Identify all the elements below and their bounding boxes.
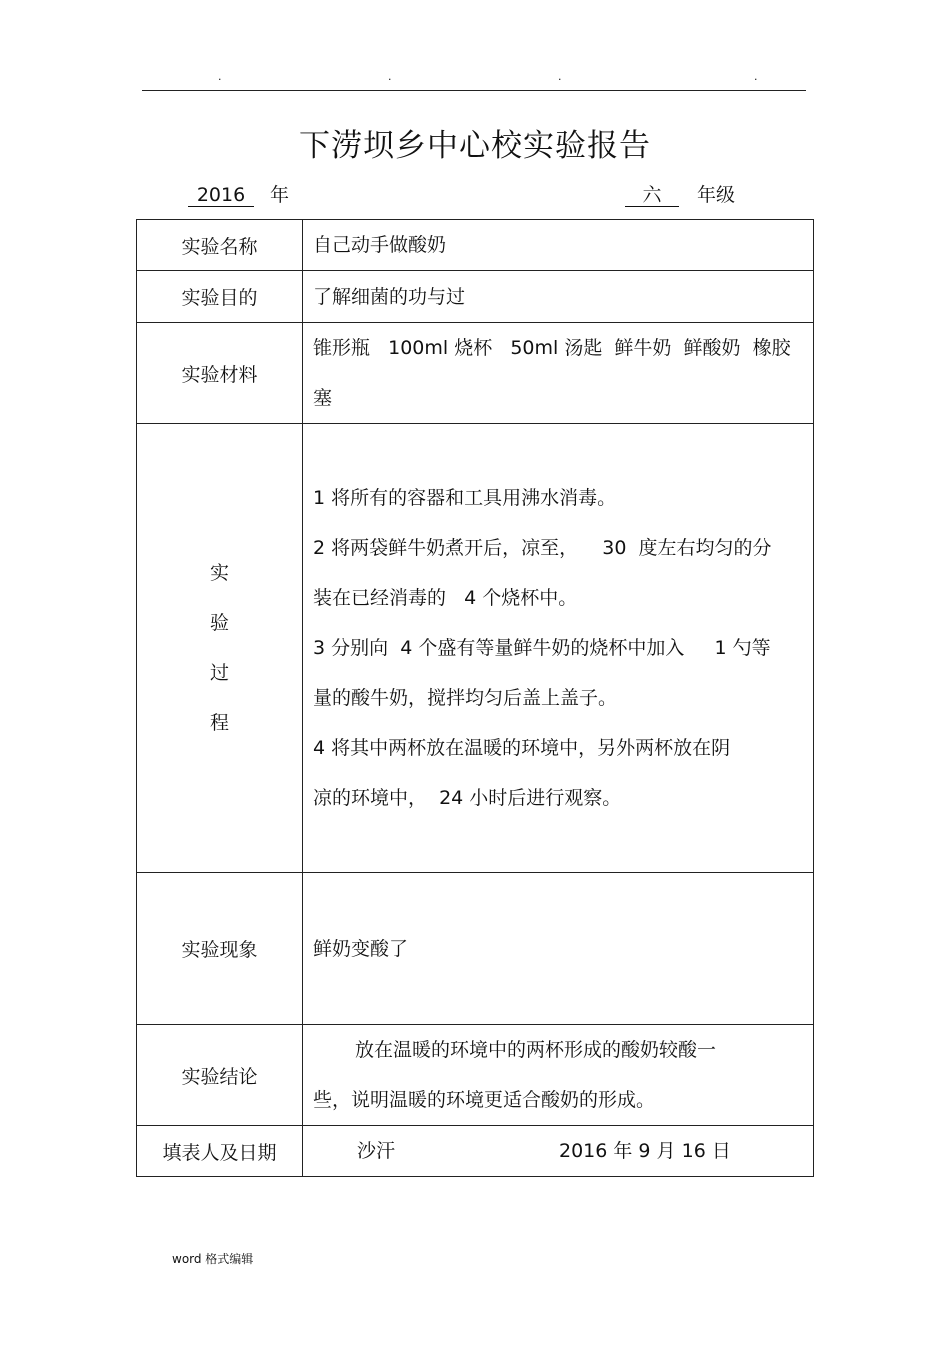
conclusion-value (303, 1025, 814, 1126)
process-line: 3 分别向 4 个盛有等量鲜牛奶的烧杯中加入 1 勺等 (313, 637, 771, 659)
report-table (136, 219, 814, 1177)
name-label: 实验名称 (137, 220, 303, 271)
process-line: 2 将两袋鲜牛奶煮开后，凉至， 30 度左右均匀的分 (313, 537, 772, 559)
process-line: 1 将所有的容器和工具用沸水消毒。 (313, 487, 617, 509)
year-field (188, 181, 289, 209)
grade-suffix: 年级 (697, 184, 736, 206)
process-line: 量的酸牛奶，搅拌均匀后盖上盖子。 (313, 687, 618, 709)
row-filler (137, 1126, 814, 1177)
process-label-char: 过 (209, 662, 229, 684)
phenomenon-value: 鲜奶变酸了 (303, 873, 814, 1025)
conclusion-line: 放在温暖的环境中的两杯形成的酸奶较酸一 (355, 1039, 717, 1061)
row-process (137, 424, 814, 873)
row-purpose (137, 271, 814, 323)
header-dot: . (388, 70, 392, 83)
conclusion-line: 些，说明温暖的环境更适合酸奶的形成。 (313, 1089, 656, 1111)
process-label-char: 程 (209, 712, 229, 734)
materials-line: 锥形瓶 100ml 烧杯 50ml 汤匙 鲜牛奶 鲜酸奶 橡胶 (313, 337, 791, 359)
filler-value (303, 1126, 814, 1177)
row-name (137, 220, 814, 271)
name-value: 自己动手做酸奶 (303, 220, 814, 271)
header-dot: . (558, 70, 562, 83)
year-suffix: 年 (270, 184, 290, 206)
year-value: 2016 (188, 184, 254, 207)
page-title: 下涝坝乡中心校实验报告 (299, 128, 651, 164)
process-label-char: 验 (209, 612, 229, 634)
grade-field (625, 181, 735, 209)
process-line: 凉的环境中， 24 小时后进行观察。 (313, 787, 622, 809)
phenomenon-label: 实验现象 (137, 873, 303, 1025)
process-label (137, 424, 303, 873)
process-label-char: 实 (209, 562, 229, 584)
filler-name: 沙汗 (357, 1140, 396, 1162)
footer-note: word 格式编辑 (172, 1252, 254, 1266)
grade-value: 六 (625, 184, 679, 207)
header-dot: . (754, 70, 758, 83)
row-phenomenon (137, 873, 814, 1025)
conclusion-label: 实验结论 (137, 1025, 303, 1126)
header-dot: . (218, 70, 222, 83)
process-line: 4 将其中两杯放在温暖的环境中，另外两杯放在阴 (313, 737, 731, 759)
header-rule (142, 90, 806, 91)
process-line: 装在已经消毒的 4 个烧杯中。 (313, 587, 578, 609)
filler-date: 2016 年 9 月 16 日 (559, 1140, 731, 1162)
filler-label: 填表人及日期 (137, 1126, 303, 1177)
purpose-value: 了解细菌的功与过 (303, 271, 814, 323)
purpose-label: 实验目的 (137, 271, 303, 323)
row-conclusion (137, 1025, 814, 1126)
row-materials (137, 323, 814, 424)
materials-line: 塞 (313, 387, 333, 409)
materials-value (303, 323, 814, 424)
process-value (303, 424, 814, 873)
materials-label: 实验材料 (137, 323, 303, 424)
